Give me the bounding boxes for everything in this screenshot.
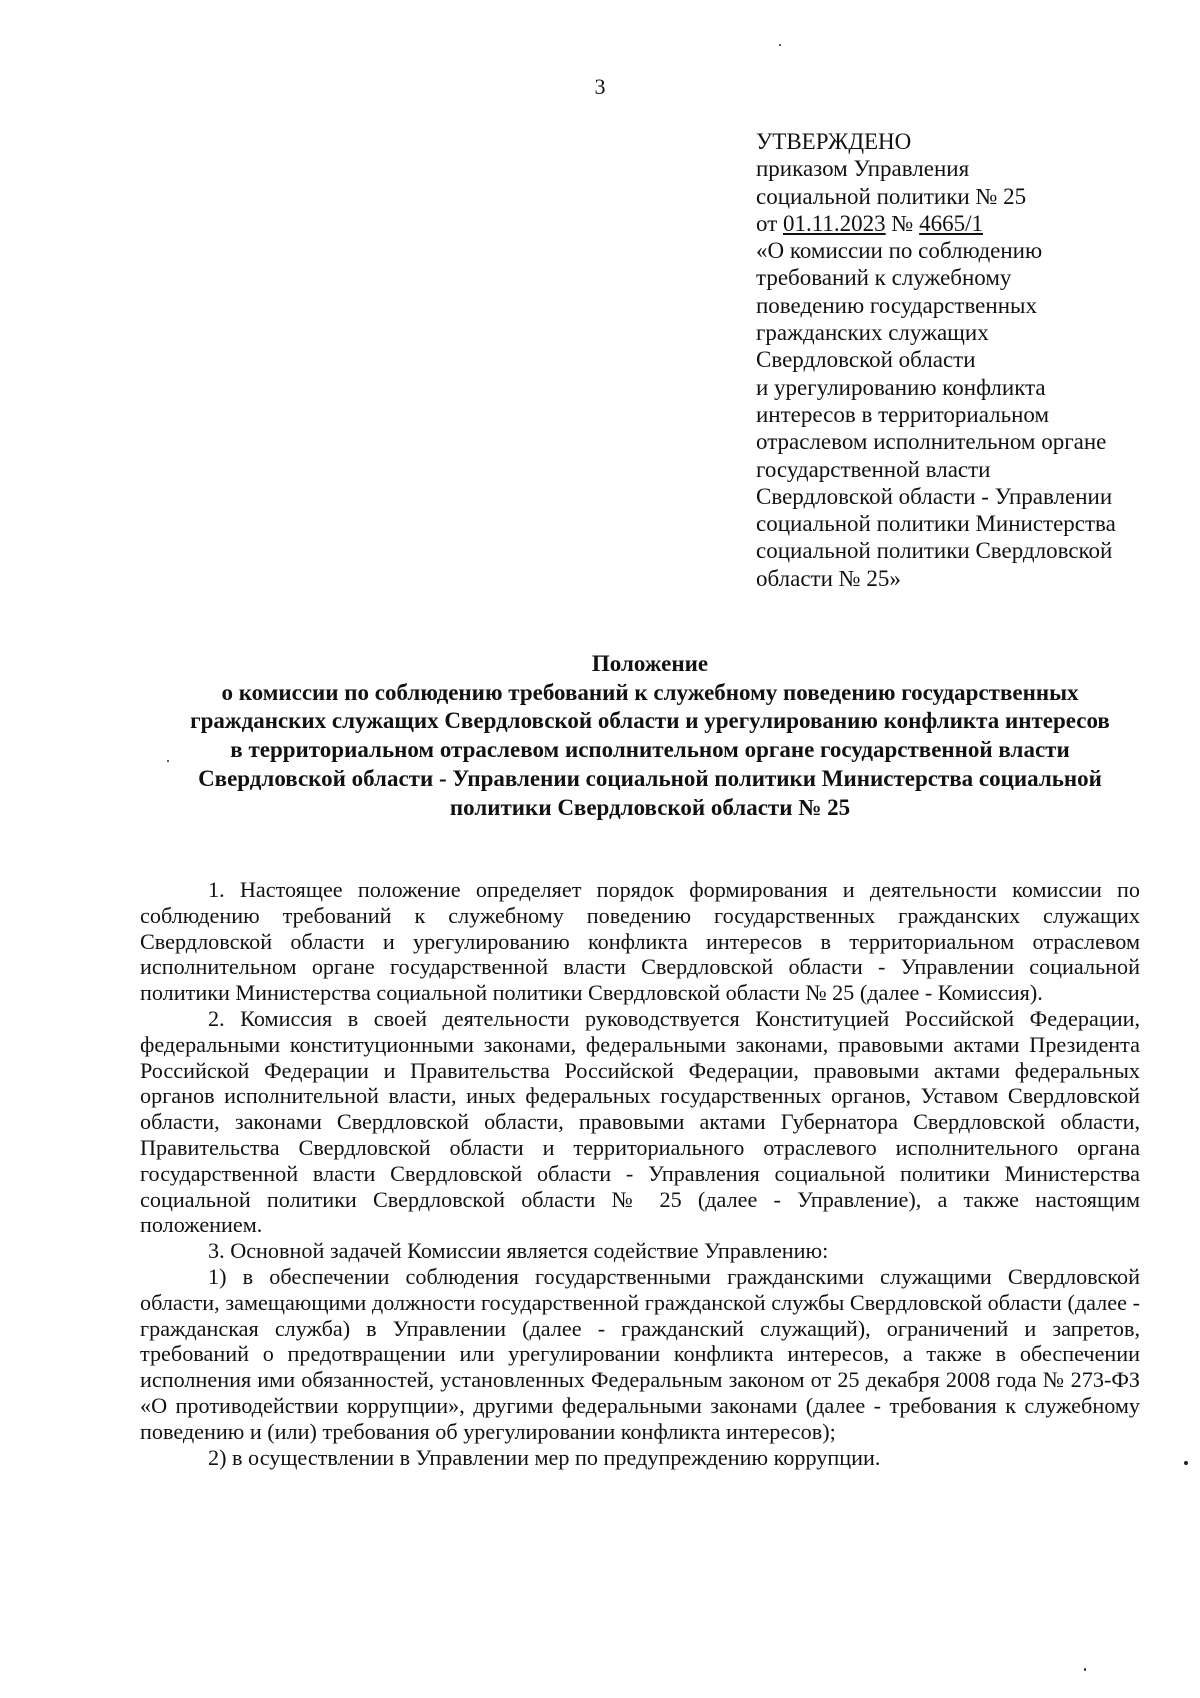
scan-speck bbox=[1084, 1668, 1086, 1671]
title-line: в территориальном отраслевом исполнительном органе государственной власти bbox=[230, 737, 1070, 763]
approval-subject-line: социальной политики Министерства bbox=[756, 511, 1116, 537]
title-line: гражданских служащих Свердловской области и урегулированию конфликта интересов bbox=[190, 708, 1110, 734]
approval-heading: УТВЕРЖДЕНО bbox=[756, 129, 912, 154]
approval-number-prefix: № bbox=[885, 210, 920, 236]
paragraph-1: 1. Настоящее положение определяет порядок формирования и деятельности комиссии по соблюдению требований к служебному поведению государственных гражданских служащих Свердловской области и урегулированию конфликта интересов в территориальном отраслевом исполнительном органе государственной власти Свердловской области - Управлении социальной политики Министерства социальной политики Свердловской области № 25 (далее - Комиссия). bbox=[140, 877, 1140, 1006]
paragraph-3: 3. Основной задачей Комиссии является содействие Управлению: bbox=[208, 1238, 829, 1264]
approval-subject-line: отраслевом исполнительном органе bbox=[756, 429, 1107, 455]
approval-subject-line: государственной власти bbox=[756, 456, 991, 482]
scan-speck bbox=[779, 44, 781, 46]
scan-speck bbox=[1184, 1461, 1188, 1465]
scan-speck bbox=[167, 760, 169, 762]
approval-date-prefix: от bbox=[756, 210, 783, 236]
approval-date: 01.11.2023 bbox=[783, 210, 886, 236]
approval-date-line bbox=[756, 210, 1166, 237]
title-heading: Положение bbox=[591, 651, 709, 676]
document-title bbox=[140, 650, 1160, 822]
approval-order-line: приказом Управления bbox=[756, 156, 970, 182]
title-line: о комиссии по соблюдению требований к служебному поведению государственных bbox=[221, 679, 1079, 705]
paragraph-3-item-2: 2) в осуществлении в Управлении мер по предупреждению коррупции. bbox=[208, 1444, 881, 1470]
approval-stamp bbox=[756, 128, 1166, 592]
document-body bbox=[140, 877, 1140, 1470]
approval-subject-line: Свердловской области bbox=[756, 347, 976, 373]
title-line: политики Свердловской области № 25 bbox=[449, 794, 851, 820]
paragraph-2: 2. Комиссия в своей деятельности руководствуется Конституцией Российской Федерации, федеральными конституционными законами, федеральными законами, правовыми актами Президента Российской Федерации и Правительства Российской Федерации, правовыми актами федеральных органов исполнительной власти, иных федеральных государственных органов, Уставом Свердловской области, законами Свердловской области, правовыми актами Губернатора Свердловской области, Правительства Свердловской области и территориального отраслевого исполнительного органа государственной власти Свердловской области - Управления социальной политики Министерства социальной политики Свердловской области № 25 (далее - Управление), а также настоящим положением. bbox=[140, 1005, 1140, 1238]
approval-subject-line: поведению государственных bbox=[756, 292, 1037, 318]
approval-department-line: социальной политики № 25 bbox=[756, 183, 1027, 209]
title-line: Свердловской области - Управлении социальной политики Министерства социальной bbox=[198, 765, 1102, 791]
approval-subject-line: Свердловской области - Управлении bbox=[756, 483, 1113, 509]
approval-subject-line: интересов в территориальном bbox=[756, 401, 1050, 427]
page-number: 3 bbox=[594, 74, 606, 99]
paragraph-3-item-1: 1) в обеспечении соблюдения государственными гражданскими служащими Свердловской области, замещающими должности государственной гражданской службы Свердловской области (далее - гражданская служба) в Управлении (далее - гражданский служащий), ограничений и запретов, требований о предотвращении или урегулировании конфликта интересов, а также в обеспечении исполнения ими обязанностей, установленных Федеральным законом от 25 декабря 2008 года № 273-ФЗ «О противодействии коррупции», другими федеральными законами (далее - требования к служебному поведению и (или) требования об урегулировании конфликта интересов); bbox=[140, 1263, 1140, 1444]
approval-subject-line: гражданских служащих bbox=[756, 320, 989, 346]
approval-subject-line: социальной политики Свердловской bbox=[756, 538, 1113, 564]
approval-number: 4665/1 bbox=[919, 210, 983, 236]
approval-subject-line: «О комиссии по соблюдению bbox=[756, 238, 1043, 264]
approval-subject-line: области № 25» bbox=[756, 565, 901, 591]
approval-subject-line: и урегулированию конфликта bbox=[756, 374, 1046, 400]
approval-subject-line: требований к служебному bbox=[756, 265, 1012, 291]
